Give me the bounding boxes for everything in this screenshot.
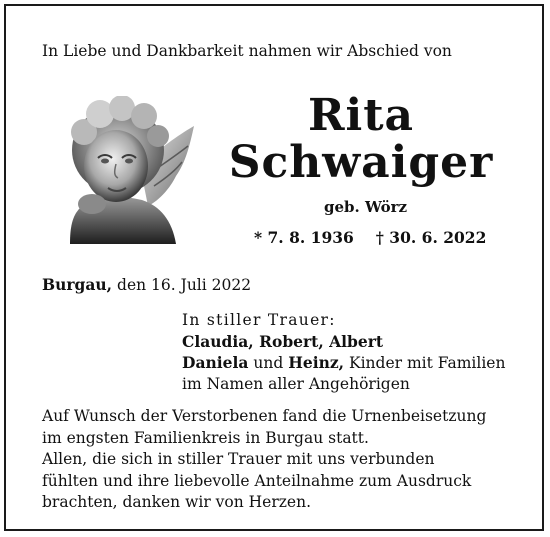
closing-line: Auf Wunsch der Verstorbenen fand die Urnenbeisetzung: [42, 407, 487, 425]
mourners-heading: In stiller Trauer:: [182, 311, 336, 329]
life-dates: [254, 228, 486, 247]
place: Burgau,: [42, 275, 113, 294]
mourners-line-2: [182, 352, 505, 374]
place-date: [42, 275, 251, 294]
mourners-relation: Kinder mit Familien: [349, 354, 506, 372]
mourners-line-3: im Namen aller Angehörigen: [182, 375, 410, 393]
deceased-name: [226, 92, 496, 186]
mourners-block: [182, 310, 505, 395]
maiden-name: geb. Wörz: [324, 198, 408, 216]
angel-cherub-icon: [62, 96, 196, 244]
closing-line: brachten, danken wir von Herzen.: [42, 493, 312, 512]
death-date: † 30. 6. 2022: [375, 228, 487, 247]
first-name: Rita: [307, 90, 415, 141]
closing-line: Allen, die sich in stiller Trauer mit uns verbunden: [42, 450, 435, 469]
mourner-name-heinz: Heinz,: [288, 353, 345, 372]
closing-line: im engsten Familienkreis in Burgau statt.: [42, 428, 369, 447]
obituary-frame: [4, 4, 544, 531]
mourners-and: und: [253, 354, 284, 372]
last-name: Schwaiger: [228, 137, 494, 188]
closing-text: [42, 406, 486, 514]
birth-date: * 7. 8. 1936: [254, 228, 354, 247]
intro-text: In Liebe und Dankbarkeit nahmen wir Abschied von: [42, 42, 452, 60]
mourner-name-daniela: Daniela: [182, 353, 249, 372]
closing-line: fühlten und ihre liebevolle Anteilnahme zum Ausdruck: [42, 471, 472, 490]
date: den 16. Juli 2022: [117, 276, 252, 294]
mourners-line-1: Claudia, Robert, Albert: [182, 332, 384, 351]
